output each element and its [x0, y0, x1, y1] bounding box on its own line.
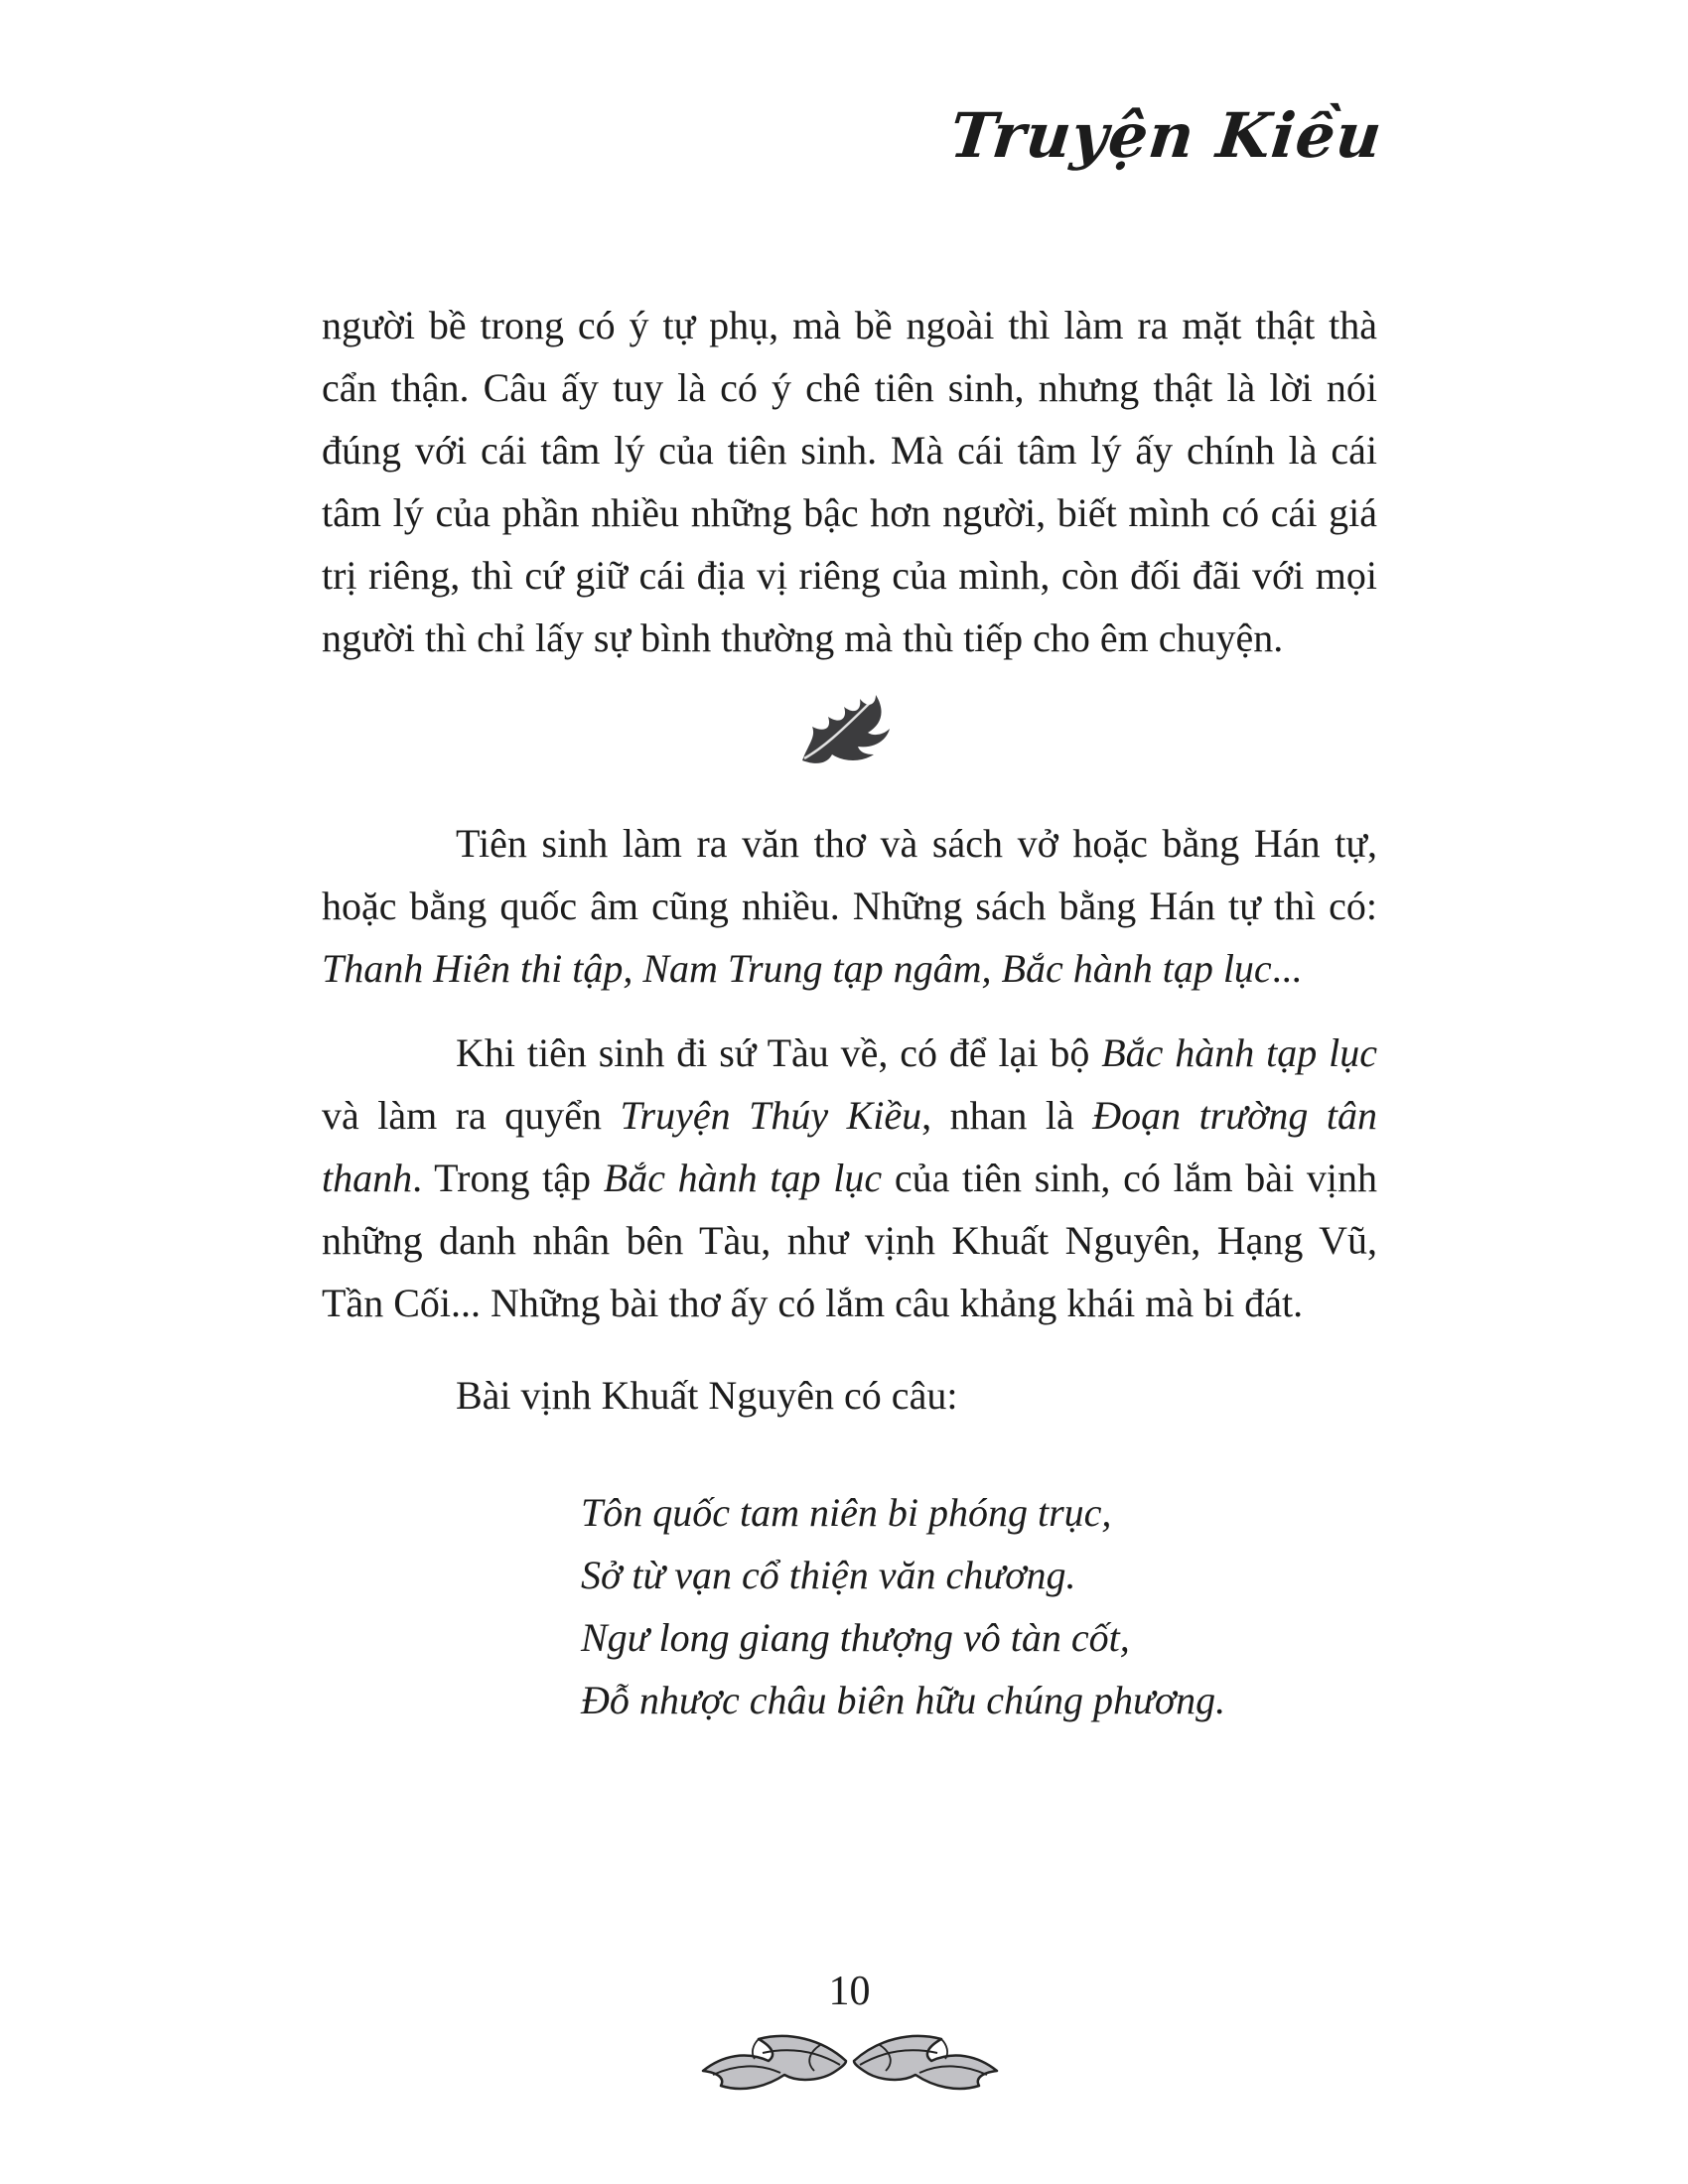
verse-line: Đỗ nhược châu biên hữu chúng phương. — [581, 1678, 1226, 1722]
text-run: Khi tiên sinh đi sứ Tàu về, có để lại bộ — [456, 1030, 1102, 1075]
text-run: người bề trong có ý tự phụ, mà bề ngoài thì làm ra mặt thật thà cẩn thận. Câu ấy tuy là có ý chê tiên sinh, nhưng thật là lời nói đúng với cái tâm lý của tiên sinh. Mà cái tâm lý ấy chính là cái tâm lý của phần nhiều những bậc hơn người, biết mình có cái giá trị riêng, thì cứ giữ cái địa vị riêng của mình, còn đối đãi với mọi người thì chỉ lấy sự bình thường mà thù tiếp cho êm chuyện. — [322, 303, 1377, 660]
section-divider — [785, 685, 914, 768]
page-number: 10 — [828, 1969, 871, 2014]
verse-line: Tôn quốc tam niên bi phóng trục, — [581, 1490, 1112, 1535]
verse-line: Ngư long giang thượng vô tàn cốt, — [581, 1615, 1130, 1660]
text-run: ... — [1271, 946, 1302, 991]
leaf-sprig-icon — [788, 685, 912, 768]
acanthus-flourish-icon — [691, 2019, 1009, 2097]
work-title-italic: Thanh Hiên thi tập, Nam Trung tạp ngâm, Bắc hành tạp lục — [322, 946, 1272, 991]
work-title-italic: Truyện Thúy Kiều — [620, 1093, 922, 1138]
text-run: của tiên sinh, có lắm bài vịnh những danh nhân bên Tàu, như vịnh Khuất Nguyên, Hạng Vũ, Tần Cối... Những bài thơ ấy có lắm câu khảng khái mà bi đát. — [322, 1156, 1378, 1325]
page-footer — [322, 1968, 1377, 2099]
verse-block — [322, 1481, 1377, 1731]
text-run: . Trong tập — [412, 1156, 604, 1200]
text-run: và làm ra quyển — [322, 1093, 621, 1138]
paragraph — [322, 812, 1377, 1000]
work-title-italic: Đoạn trường tân thanh — [322, 1093, 1378, 1200]
verse-line: Sở từ vạn cổ thiện văn chương. — [581, 1553, 1076, 1597]
page-title: Truyện Kiều — [946, 99, 1386, 172]
text-run: Tiên sinh làm ra văn thơ và sách vở hoặc bằng Hán tự, hoặc bằng quốc âm cũng nhiều. Những sách bằng Hán tự thì có: — [322, 821, 1377, 928]
work-title-italic: Bắc hành tạp lục — [603, 1156, 883, 1200]
text-column — [322, 0, 1386, 1731]
text-run: , nhan là — [921, 1093, 1093, 1138]
footer-ornament — [322, 2019, 1377, 2099]
paragraph — [322, 1364, 1377, 1427]
paragraph — [322, 294, 1377, 669]
text-run: Bài vịnh Khuất Nguyên có câu: — [456, 1373, 958, 1418]
paragraph — [322, 1022, 1377, 1334]
work-title-italic: Bắc hành tạp lục — [1101, 1030, 1377, 1075]
